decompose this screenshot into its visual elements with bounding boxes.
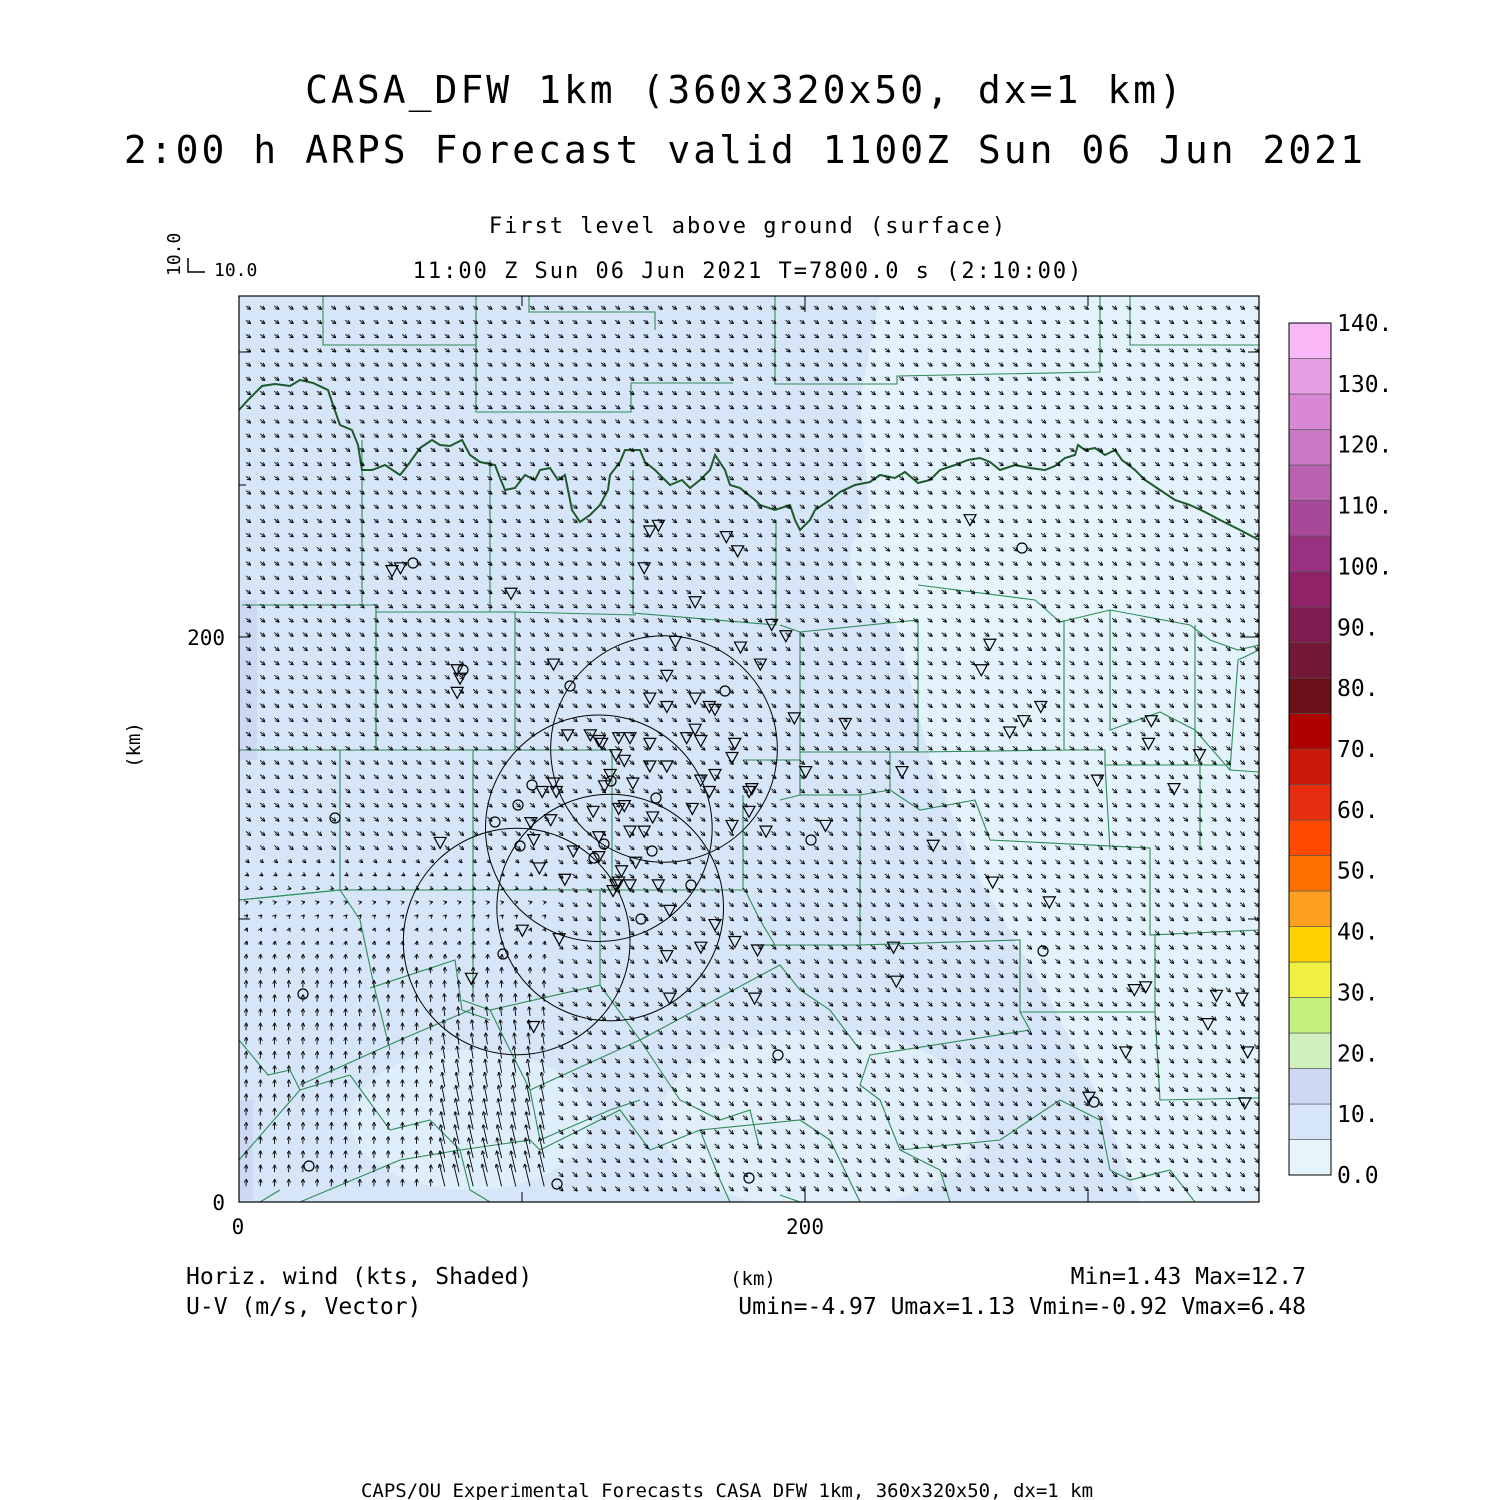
- min-max-label: Min=1.43 Max=12.7: [1070, 1264, 1306, 1290]
- wind-vector: [317, 888, 319, 889]
- colorbar-label: 60.: [1337, 797, 1379, 824]
- colorbar-label: 70.: [1337, 737, 1379, 763]
- colorbar-label: 110.: [1337, 493, 1393, 520]
- colorbar-label: 100.: [1337, 554, 1393, 581]
- chart-title-line2: 2:00 h ARPS Forecast valid 1100Z Sun 06 Jun 2021: [123, 128, 1367, 172]
- wind-vector: [473, 888, 475, 889]
- colorbar-swatch: [1289, 856, 1331, 892]
- colorbar-label: 120.: [1337, 432, 1393, 459]
- colorbar-swatch: [1289, 998, 1331, 1034]
- colorbar-label: 50.: [1337, 858, 1379, 885]
- colorbar-swatch: [1289, 1033, 1331, 1069]
- x-tick-label-200: 200: [786, 1215, 824, 1239]
- wind-vector: [345, 888, 347, 889]
- colorbar-swatch: [1289, 394, 1331, 430]
- colorbar-swatch: [1289, 607, 1331, 643]
- wind-vector: [431, 888, 433, 889]
- vector-key-u-label: 10.0: [214, 260, 258, 281]
- colorbar-label: 30.: [1337, 980, 1379, 1007]
- colorbar-swatch: [1289, 962, 1331, 998]
- y-axis-label: (km): [123, 722, 145, 768]
- wind-vector: [246, 888, 248, 889]
- colorbar-swatch: [1289, 749, 1331, 785]
- uv-stats-label: Umin=-4.97 Umax=1.13 Vmin=-0.92 Vmax=6.48: [738, 1294, 1306, 1320]
- colorbar-swatch: [1289, 714, 1331, 750]
- wind-vector: [260, 888, 262, 889]
- colorbar-swatch: [1289, 359, 1331, 395]
- valid-time-label: 11:00 Z Sun 06 Jun 2021 T=7800.0 s (2:10:00): [412, 259, 1084, 284]
- wind-vector: [374, 888, 376, 889]
- wind-vector: [289, 888, 291, 889]
- colorbar-label: 130.: [1337, 371, 1393, 398]
- chart-title-line1: CASA_DFW 1km (360x320x50, dx=1 km): [305, 68, 1185, 112]
- wind-vector: [388, 888, 390, 889]
- vector-description: U-V (m/s, Vector): [186, 1294, 422, 1320]
- credit-line: CAPS/OU Experimental Forecasts CASA DFW 1km, 360x320x50, dx=1 km: [360, 1480, 1094, 1500]
- y-tick-label-200: 200: [187, 626, 225, 650]
- wind-vector: [303, 888, 305, 889]
- colorbar-label: 20.: [1337, 1041, 1379, 1068]
- wind-vector: [459, 888, 461, 889]
- colorbar-swatch: [1289, 1069, 1331, 1105]
- colorbar-swatch: [1289, 1104, 1331, 1140]
- colorbar-label: 40.: [1337, 919, 1379, 946]
- colorbar-swatch: [1289, 678, 1331, 714]
- wind-vector: [274, 888, 276, 889]
- colorbar-swatch: [1289, 643, 1331, 679]
- colorbar-swatch: [1289, 785, 1331, 821]
- colorbar: [1289, 311, 1392, 1189]
- field-description: Horiz. wind (kts, Shaded): [186, 1264, 533, 1290]
- wind-vector: [402, 888, 404, 889]
- colorbar-swatch: [1289, 323, 1331, 359]
- colorbar-swatch: [1289, 1140, 1331, 1176]
- wind-vector: [487, 888, 489, 889]
- vector-reference-key: [164, 233, 257, 281]
- colorbar-label: 80.: [1337, 676, 1379, 703]
- x-tick-label-0: 0: [231, 1215, 245, 1239]
- wind-vector: [360, 888, 362, 889]
- wind-vector: [445, 888, 447, 889]
- colorbar-swatch: [1289, 927, 1331, 963]
- colorbar-swatch: [1289, 501, 1331, 537]
- wind-vector: [530, 888, 532, 889]
- wind-vector: [544, 888, 546, 889]
- level-label: First level above ground (surface): [488, 214, 1008, 239]
- colorbar-label: 10.: [1337, 1102, 1379, 1129]
- colorbar-swatch: [1289, 891, 1331, 927]
- y-tick-label-0: 0: [212, 1191, 225, 1215]
- colorbar-swatch: [1289, 430, 1331, 466]
- colorbar-label: 0.0: [1337, 1163, 1379, 1189]
- colorbar-label: 90.: [1337, 615, 1379, 642]
- colorbar-swatch: [1289, 820, 1331, 856]
- x-axis-label: (km): [730, 1268, 776, 1290]
- vector-key-v-label: 10.0: [164, 232, 185, 276]
- colorbar-swatch: [1289, 572, 1331, 608]
- colorbar-swatch: [1289, 465, 1331, 501]
- wind-vector: [331, 888, 333, 889]
- colorbar-label: 140.: [1337, 311, 1393, 337]
- wind-vector: [516, 888, 518, 889]
- colorbar-swatch: [1289, 536, 1331, 572]
